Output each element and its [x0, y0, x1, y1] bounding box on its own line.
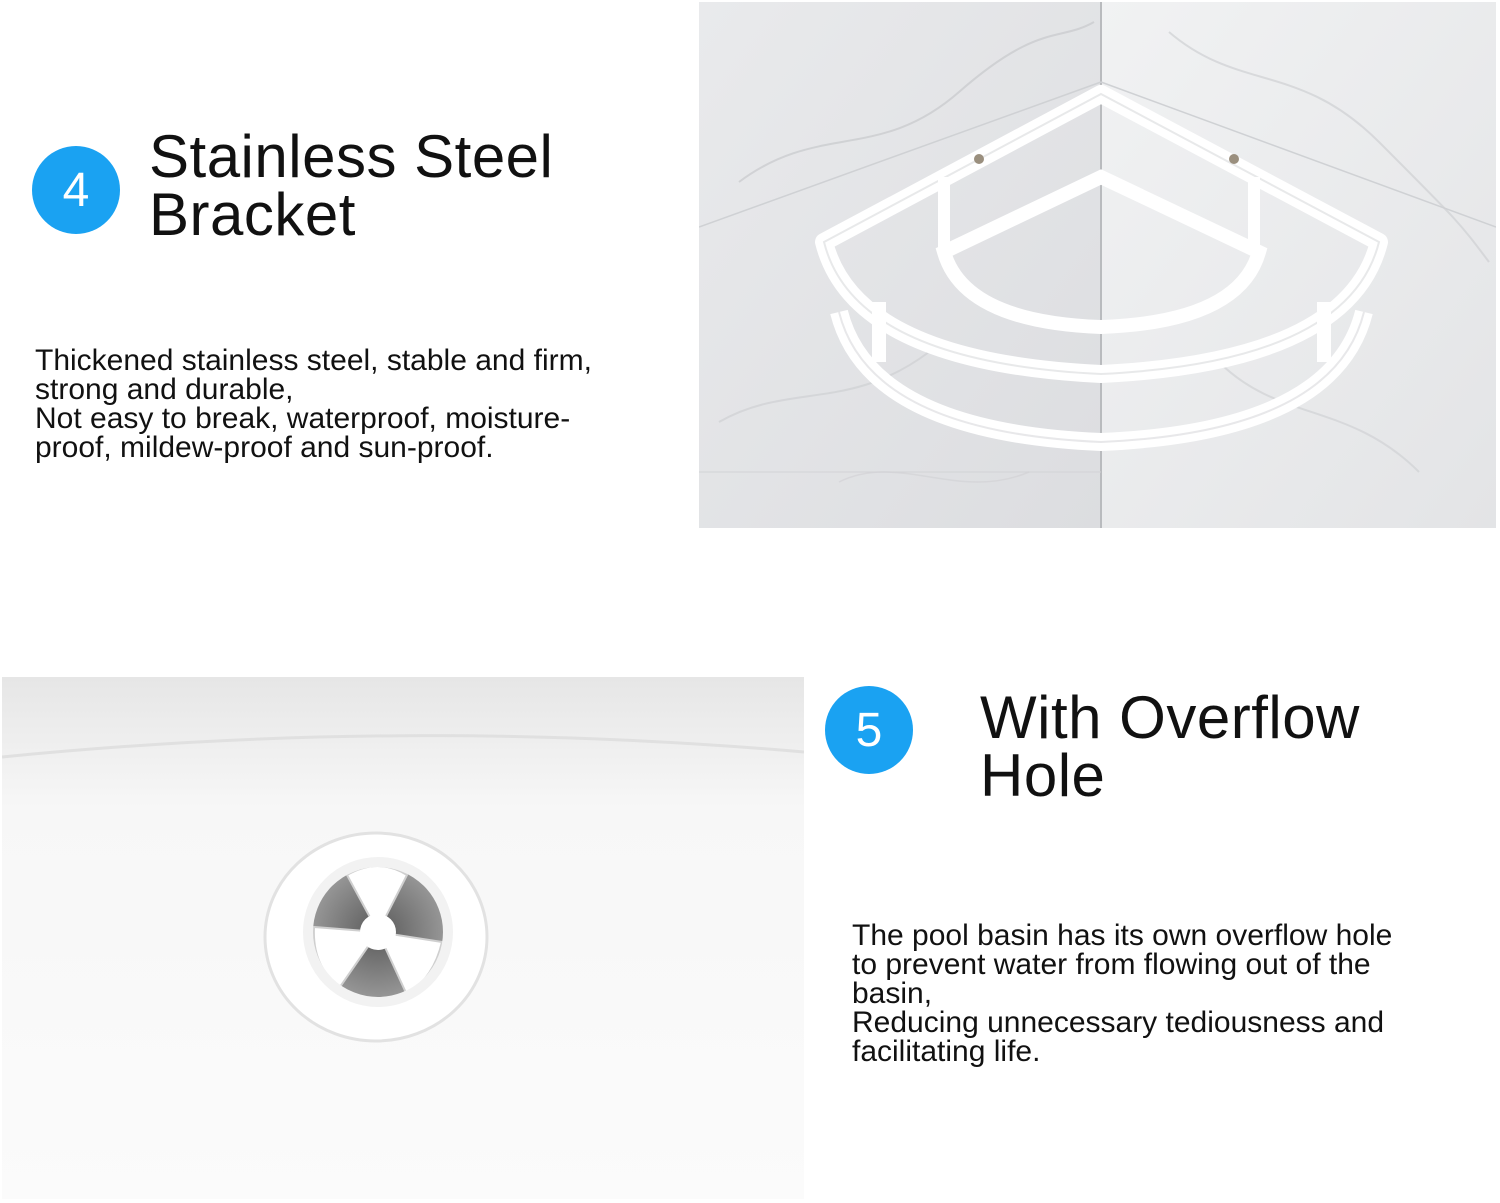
section-5-desc-line-4: Reducing unnecessary tediousness and: [852, 1006, 1385, 1039]
section-4-description: [35, 346, 592, 462]
section-4-title: [149, 123, 554, 248]
section-5-title-line-2: Hole: [980, 742, 1106, 809]
section-5-title: [980, 684, 1360, 809]
section-5-title-line-1: With Overflow: [980, 684, 1360, 751]
section-5-desc-line-5: facilitating life.: [852, 1035, 1041, 1068]
overflow-hole-photo: [2, 677, 804, 1199]
corner-shelf-photo: [699, 2, 1496, 528]
step-5-badge: 5: [825, 686, 913, 774]
section-4-title-line-1: Stainless Steel: [149, 123, 554, 190]
section-4-desc-line-1: Thickened stainless steel, stable and firm,: [35, 344, 592, 377]
section-4-desc-line-4: proof, mildew-proof and sun-proof.: [35, 431, 494, 464]
section-5-desc-line-1: The pool basin has its own overflow hole: [852, 919, 1393, 952]
section-4-desc-line-3: Not easy to break, waterproof, moisture-: [35, 402, 571, 435]
corner-shelf-icon: [699, 2, 1496, 528]
section-5-desc-line-2: to prevent water from flowing out of the: [852, 948, 1371, 981]
step-4-badge: 4: [32, 146, 120, 234]
section-5-desc-line-3: basin,: [852, 977, 933, 1010]
section-4-title-line-2: Bracket: [149, 181, 356, 248]
section-5-description: [852, 921, 1392, 1066]
overflow-drain-icon: [2, 677, 804, 1199]
section-4-desc-line-2: strong and durable,: [35, 373, 294, 406]
